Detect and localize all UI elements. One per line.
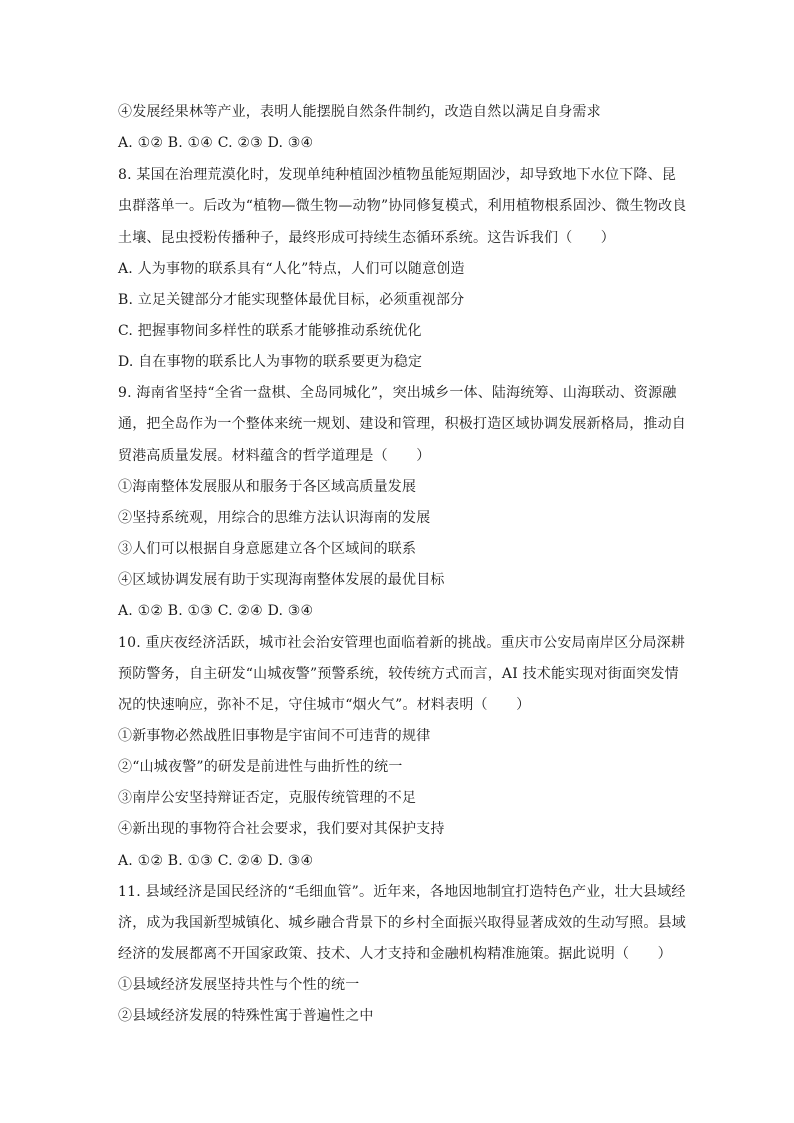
question-11-stem-line-1: 11. 县域经济是国民经济的“毛细血管”。近年来，各地因地制宜打造特色产业，壮大县域经	[118, 884, 686, 900]
answer-choices-q9: A. ①② B. ①③ C. ②④ D. ③④	[118, 603, 314, 619]
question-11-statement-1: ①县域经济发展坚持共性与个性的统一	[118, 977, 360, 993]
question-10-statement-4: ④新出现的事物符合社会要求，我们要对其保护支持	[118, 821, 445, 837]
answer-choices-q7: A. ①② B. ①④ C. ②③ D. ③④	[118, 135, 314, 151]
question-9-stem-line-2: 通，把全岛作为一个整体来统一规划、建设和管理，积极打造区域协调发展新格局，推动自	[118, 416, 686, 432]
question-8-stem-line-3: 土壤、昆虫授粉传播种子，最终形成可持续生态循环系统。这告诉我们（ ）	[118, 230, 615, 246]
question-9-statement-2: ②坚持系统观，用综合的思维方法认识海南的发展	[118, 510, 431, 526]
question-8-stem-line-1: 8. 某国在治理荒漠化时，发现单纯种植固沙植物虽能短期固沙，却导致地下水位下降、昆	[118, 167, 677, 183]
question-10-statement-1: ①新事物必然战胜旧事物是宇宙间不可违背的规律	[118, 728, 431, 744]
question-10-statement-3: ③南岸公安坚持辩证否定，克服传统管理的不足	[118, 790, 417, 806]
question-10-stem-line-1: 10. 重庆夜经济活跃，城市社会治安管理也面临着新的挑战。重庆市公安局南岸区分局深耕	[118, 635, 686, 651]
question-11-statement-2: ②县域经济发展的特殊性寓于普遍性之中	[118, 1008, 374, 1024]
question-8-option-a: A. 人为事物的联系具有“人化”特点，人们可以随意创造	[118, 261, 465, 277]
question-9-stem-line-3: 贸港高质量发展。材料蕴含的哲学道理是（ ）	[118, 448, 431, 464]
question-10-statement-2: ②“山城夜警”的研发是前进性与曲折性的统一	[118, 759, 403, 775]
question-8-option-b: B. 立足关键部分才能实现整体最优目标，必须重视部分	[118, 292, 465, 308]
question-10-stem-line-3: 况的快速响应，弥补不足，守住城市“烟火气”。材料表明（ ）	[118, 697, 531, 713]
question-11-stem-line-3: 经济的发展都离不开国家政策、技术、人才支持和金融机构精准施策。据此说明（ ）	[118, 946, 672, 962]
question-10-stem-line-2: 预防警务，自主研发“山城夜警”预警系统，较传统方式而言，AI 技术能实现对街面突发情	[118, 666, 679, 682]
question-11-stem-line-2: 济，成为我国新型城镇化、城乡融合背景下的乡村全面振兴取得显著成效的生动写照。县域	[118, 915, 686, 931]
question-8-option-d: D. 自在事物的联系比人为事物的联系要更为稳定	[118, 354, 423, 370]
answer-choices-q10: A. ①② B. ①③ C. ②④ D. ③④	[118, 853, 314, 869]
option-statement-4: ④发展经果林等产业，表明人能摆脱自然条件制约，改造自然以满足自身需求	[118, 104, 601, 120]
question-9-statement-1: ①海南整体发展服从和服务于各区域高质量发展	[118, 479, 417, 495]
question-9-statement-4: ④区域协调发展有助于实现海南整体发展的最优目标	[118, 572, 445, 588]
question-8-stem-line-2: 虫群落单一。后改为“植物—微生物—动物”协同修复模式，利用植物根系固沙、微生物改良	[118, 198, 687, 214]
question-8-option-c: C. 把握事物间多样性的联系才能够推动系统优化	[118, 323, 422, 339]
question-9-statement-3: ③人们可以根据自身意愿建立各个区域间的联系	[118, 541, 417, 557]
question-9-stem-line-1: 9. 海南省坚持“全省一盘棋、全岛同城化”，突出城乡一体、陆海统筹、山海联动、资源融	[118, 385, 677, 401]
